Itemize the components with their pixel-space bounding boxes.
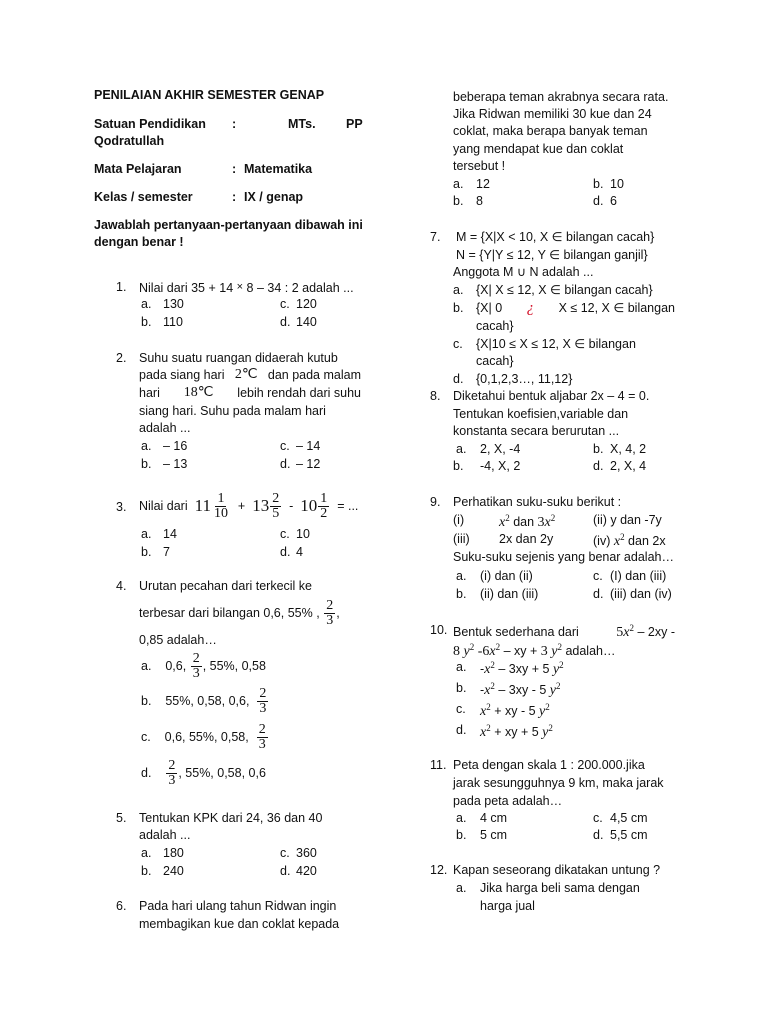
- question-text: Pada hari ulang tahun Ridwan ingin: [139, 899, 337, 913]
- question-text: Kapan seseorang dikatakan untung ?: [453, 863, 661, 877]
- option-value: $-x^2 - 3xy + 5$ $y^2$: [480, 660, 564, 678]
- option-label: a.: [456, 569, 467, 583]
- question-text: adalah ...: [139, 828, 191, 842]
- option-value: 12: [476, 177, 490, 191]
- option-label: c.: [593, 569, 603, 583]
- option-label: c.: [453, 337, 463, 351]
- option-value: 110: [163, 315, 183, 329]
- question-text: 0,85 adalah…: [139, 633, 217, 647]
- option-label: c.: [280, 439, 290, 453]
- option-value: 120: [296, 297, 317, 311]
- question-text: konstanta secara berurutan ...: [453, 424, 620, 438]
- option-label: d.: [280, 864, 291, 878]
- option-label: d.: [280, 545, 291, 559]
- school-value: MTs.: [288, 117, 316, 131]
- option-value: 10: [610, 177, 624, 191]
- option-value: harga jual: [480, 899, 535, 913]
- option-value: cacah}: [476, 354, 514, 368]
- option-value: 5,5 cm: [610, 828, 648, 842]
- option-value: 130: [163, 297, 184, 311]
- option-value: 2, X, 4: [610, 459, 647, 473]
- instruction: dengan benar !: [94, 235, 184, 249]
- question-number: 10.: [430, 623, 448, 637]
- option-value: 8: [476, 194, 483, 208]
- option-label: d.: [593, 459, 604, 473]
- question-number: 3.: [116, 500, 127, 514]
- question-text: pada peta adalah…: [453, 794, 563, 808]
- question-text: beberapa teman akrabnya secara rata.: [453, 90, 669, 104]
- question-text: coklat, maka berapa banyak teman: [453, 124, 648, 138]
- option-label: a.: [456, 811, 467, 825]
- option-value: 140: [296, 315, 317, 329]
- option-value: 420: [296, 864, 317, 878]
- option-label: a.: [456, 660, 467, 674]
- question-text: jarak sesungguhnya 9 km, maka jarak: [453, 776, 664, 790]
- option-value: 4: [296, 545, 303, 559]
- subject-label: Mata Pelajaran: [94, 162, 182, 176]
- option-label: d.: [456, 723, 467, 737]
- term-pair: (ii) y dan -7y: [593, 513, 662, 527]
- option-value: 6: [610, 194, 617, 208]
- option-label: b.: [141, 457, 152, 471]
- option-d: d. 2 3 , 55%, 0,58, 0,6: [141, 757, 266, 788]
- option-value: X, 4, 2: [610, 442, 647, 456]
- question-number: 5.: [116, 811, 127, 825]
- question-text: Tentukan KPK dari 24, 36 dan 40: [139, 811, 323, 825]
- option-label: a.: [456, 442, 467, 456]
- question-text: Nilai dari 11 1 10 + 13 2 5 - 10 $\frac{1}{2}$ = ...: [139, 490, 359, 521]
- question-text: Peta dengan skala 1 : 200.000.jika: [453, 758, 645, 772]
- option-value: 240: [163, 864, 184, 878]
- school-value: Qodratullah: [94, 134, 165, 148]
- question-number: 4.: [116, 579, 127, 593]
- option-value: 10: [296, 527, 310, 541]
- term-pair: 2x dan 2y: [499, 532, 554, 546]
- question-number: 8.: [430, 389, 441, 403]
- question-text: Nilai dari 35 + 14 × 8 – 34 : 2 adalah ...: [139, 281, 354, 295]
- colon: :: [232, 162, 237, 176]
- question-text: Anggota M ∪ N adalah ...: [453, 265, 594, 279]
- option-value: $-x^2 - 3xy - 5$ $y^2$: [480, 681, 561, 699]
- question-number: 7.: [430, 230, 441, 244]
- option-label: c.: [593, 811, 603, 825]
- option-label: a.: [141, 439, 152, 453]
- term-label: (iii): [453, 532, 470, 546]
- option-value: 4 cm: [480, 811, 508, 825]
- option-value: $x^2$ + xy + 5 $y^2$: [480, 723, 553, 741]
- term-pair: (iv) $x^2$ dan 2x: [593, 532, 666, 550]
- set-m-definition: M = {X|X < 10, X ∈ bilangan cacah}: [456, 230, 655, 244]
- option-value: 180: [163, 846, 184, 860]
- question-text: Tentukan koefisien,variable dan: [453, 407, 629, 421]
- option-label: a.: [453, 283, 464, 297]
- option-value: – 16: [163, 439, 188, 453]
- subject-value: Matematika: [244, 162, 313, 176]
- option-value: 5 cm: [480, 828, 508, 842]
- option-b: b. 55%, 0,58, 0,6, 2 3: [141, 685, 267, 716]
- option-value: 4,5 cm: [610, 811, 648, 825]
- question-text: Suhu suatu ruangan didaerah kutub: [139, 351, 338, 365]
- option-value: – 14: [296, 439, 321, 453]
- question-text: siang hari. Suhu pada malam hari: [139, 404, 326, 418]
- option-value: 7: [163, 545, 170, 559]
- option-a: a. 0,6, 2 3 , 55%, 0,58: [141, 650, 266, 681]
- question-number: 9.: [430, 495, 441, 509]
- question-text: Diketahui bentuk aljabar 2x – 4 = 0.: [453, 389, 650, 403]
- set-n-definition: N = {Y|Y ≤ 12, Y ∈ bilangan ganjil}: [456, 248, 648, 262]
- question-text: Jika Ridwan memiliki 30 kue dan 24: [453, 107, 652, 121]
- option-value: (iii) dan (iv): [610, 587, 672, 601]
- colon: :: [232, 190, 237, 204]
- term-pair: $x^2$ dan $3x^2$: [499, 513, 556, 531]
- option-label: d.: [280, 457, 291, 471]
- question-number: 2.: [116, 351, 127, 365]
- class-value: IX / genap: [244, 190, 304, 204]
- option-label: d.: [453, 372, 464, 386]
- option-label: b.: [453, 194, 464, 208]
- option-label: a.: [141, 297, 152, 311]
- option-value: 2, X, -4: [480, 442, 521, 456]
- option-value: cacah}: [476, 319, 514, 333]
- option-label: d.: [593, 194, 604, 208]
- question-text: Suku-suku sejenis yang benar adalah…: [453, 550, 674, 564]
- class-label: Kelas / semester: [94, 190, 193, 204]
- question-number: 11.: [430, 758, 447, 772]
- question-text: pada siang hari 2℃ dan pada malam: [139, 367, 361, 382]
- option-label: b.: [593, 442, 604, 456]
- option-label: b.: [141, 864, 152, 878]
- option-value: $x^2$ + xy - 5 $y^2$: [480, 702, 550, 720]
- option-label: d.: [280, 315, 291, 329]
- option-label: b.: [141, 315, 152, 329]
- option-label: b.: [453, 301, 464, 315]
- option-value: (i) dan (ii): [480, 569, 533, 583]
- colon: :: [232, 117, 237, 131]
- instruction: Jawablah pertanyaan-pertanyaan dibawah ini: [94, 218, 363, 232]
- question-text: Bentuk sederhana dari $5x^2 - 2xy$ -: [453, 623, 675, 641]
- option-label: d.: [593, 828, 604, 842]
- option-label: a.: [453, 177, 464, 191]
- option-label: a.: [456, 881, 467, 895]
- option-label: c.: [280, 846, 290, 860]
- question-text: Perhatikan suku-suku berikut :: [453, 495, 622, 509]
- option-value: Jika harga beli sama dengan: [480, 881, 640, 895]
- option-value: {X| 0 ¿ X ≤ 12, X ∈ bilangan: [476, 300, 675, 316]
- school-value: PP: [346, 117, 363, 131]
- question-text: tersebut !: [453, 159, 506, 173]
- option-label: b.: [141, 545, 152, 559]
- option-value: (ii) dan (iii): [480, 587, 539, 601]
- option-value: -4, X, 2: [480, 459, 521, 473]
- option-label: b.: [593, 177, 604, 191]
- option-label: a.: [141, 846, 152, 860]
- question-text: 8 $y^2$ $-6x^2$ – xy + 3 $y^2$ adalah…: [453, 642, 616, 660]
- question-number: 12.: [430, 863, 448, 877]
- question-number: 1.: [116, 280, 127, 294]
- option-label: c.: [456, 702, 466, 716]
- option-value: (I) dan (iii): [610, 569, 667, 583]
- option-value: – 12: [296, 457, 321, 471]
- option-value: 360: [296, 846, 317, 860]
- exam-title: PENILAIAN AKHIR SEMESTER GENAP: [94, 88, 325, 102]
- option-value: 14: [163, 527, 177, 541]
- question-text: adalah ...: [139, 421, 191, 435]
- option-label: c.: [280, 297, 290, 311]
- option-c: c. 0,6, 55%, 0,58, 2 3: [141, 721, 266, 752]
- question-text: terbesar dari bilangan 0,6, 55% , 2 3 ,: [139, 597, 340, 628]
- option-label: b.: [456, 828, 467, 842]
- school-label: Satuan Pendidikan: [94, 117, 206, 131]
- question-text: yang mendapat kue dan coklat: [453, 142, 624, 156]
- question-text: hari 18℃ lebih rendah dari suhu: [139, 385, 361, 400]
- term-label: (i): [453, 513, 465, 527]
- question-text: membagikan kue dan coklat kepada: [139, 917, 340, 931]
- option-label: a.: [141, 527, 152, 541]
- option-label: d.: [593, 587, 604, 601]
- option-value: {X|10 ≤ X ≤ 12, X ∈ bilangan: [476, 337, 636, 351]
- option-label: b.: [453, 459, 464, 473]
- option-value: {0,1,2,3…, 11,12}: [476, 372, 573, 386]
- option-label: b.: [456, 681, 467, 695]
- option-label: c.: [280, 527, 290, 541]
- question-number: 6.: [116, 899, 127, 913]
- option-value: – 13: [163, 457, 188, 471]
- question-text: Urutan pecahan dari terkecil ke: [139, 579, 313, 593]
- option-value: {X| X ≤ 12, X ∈ bilangan cacah}: [476, 283, 653, 297]
- option-label: b.: [456, 587, 467, 601]
